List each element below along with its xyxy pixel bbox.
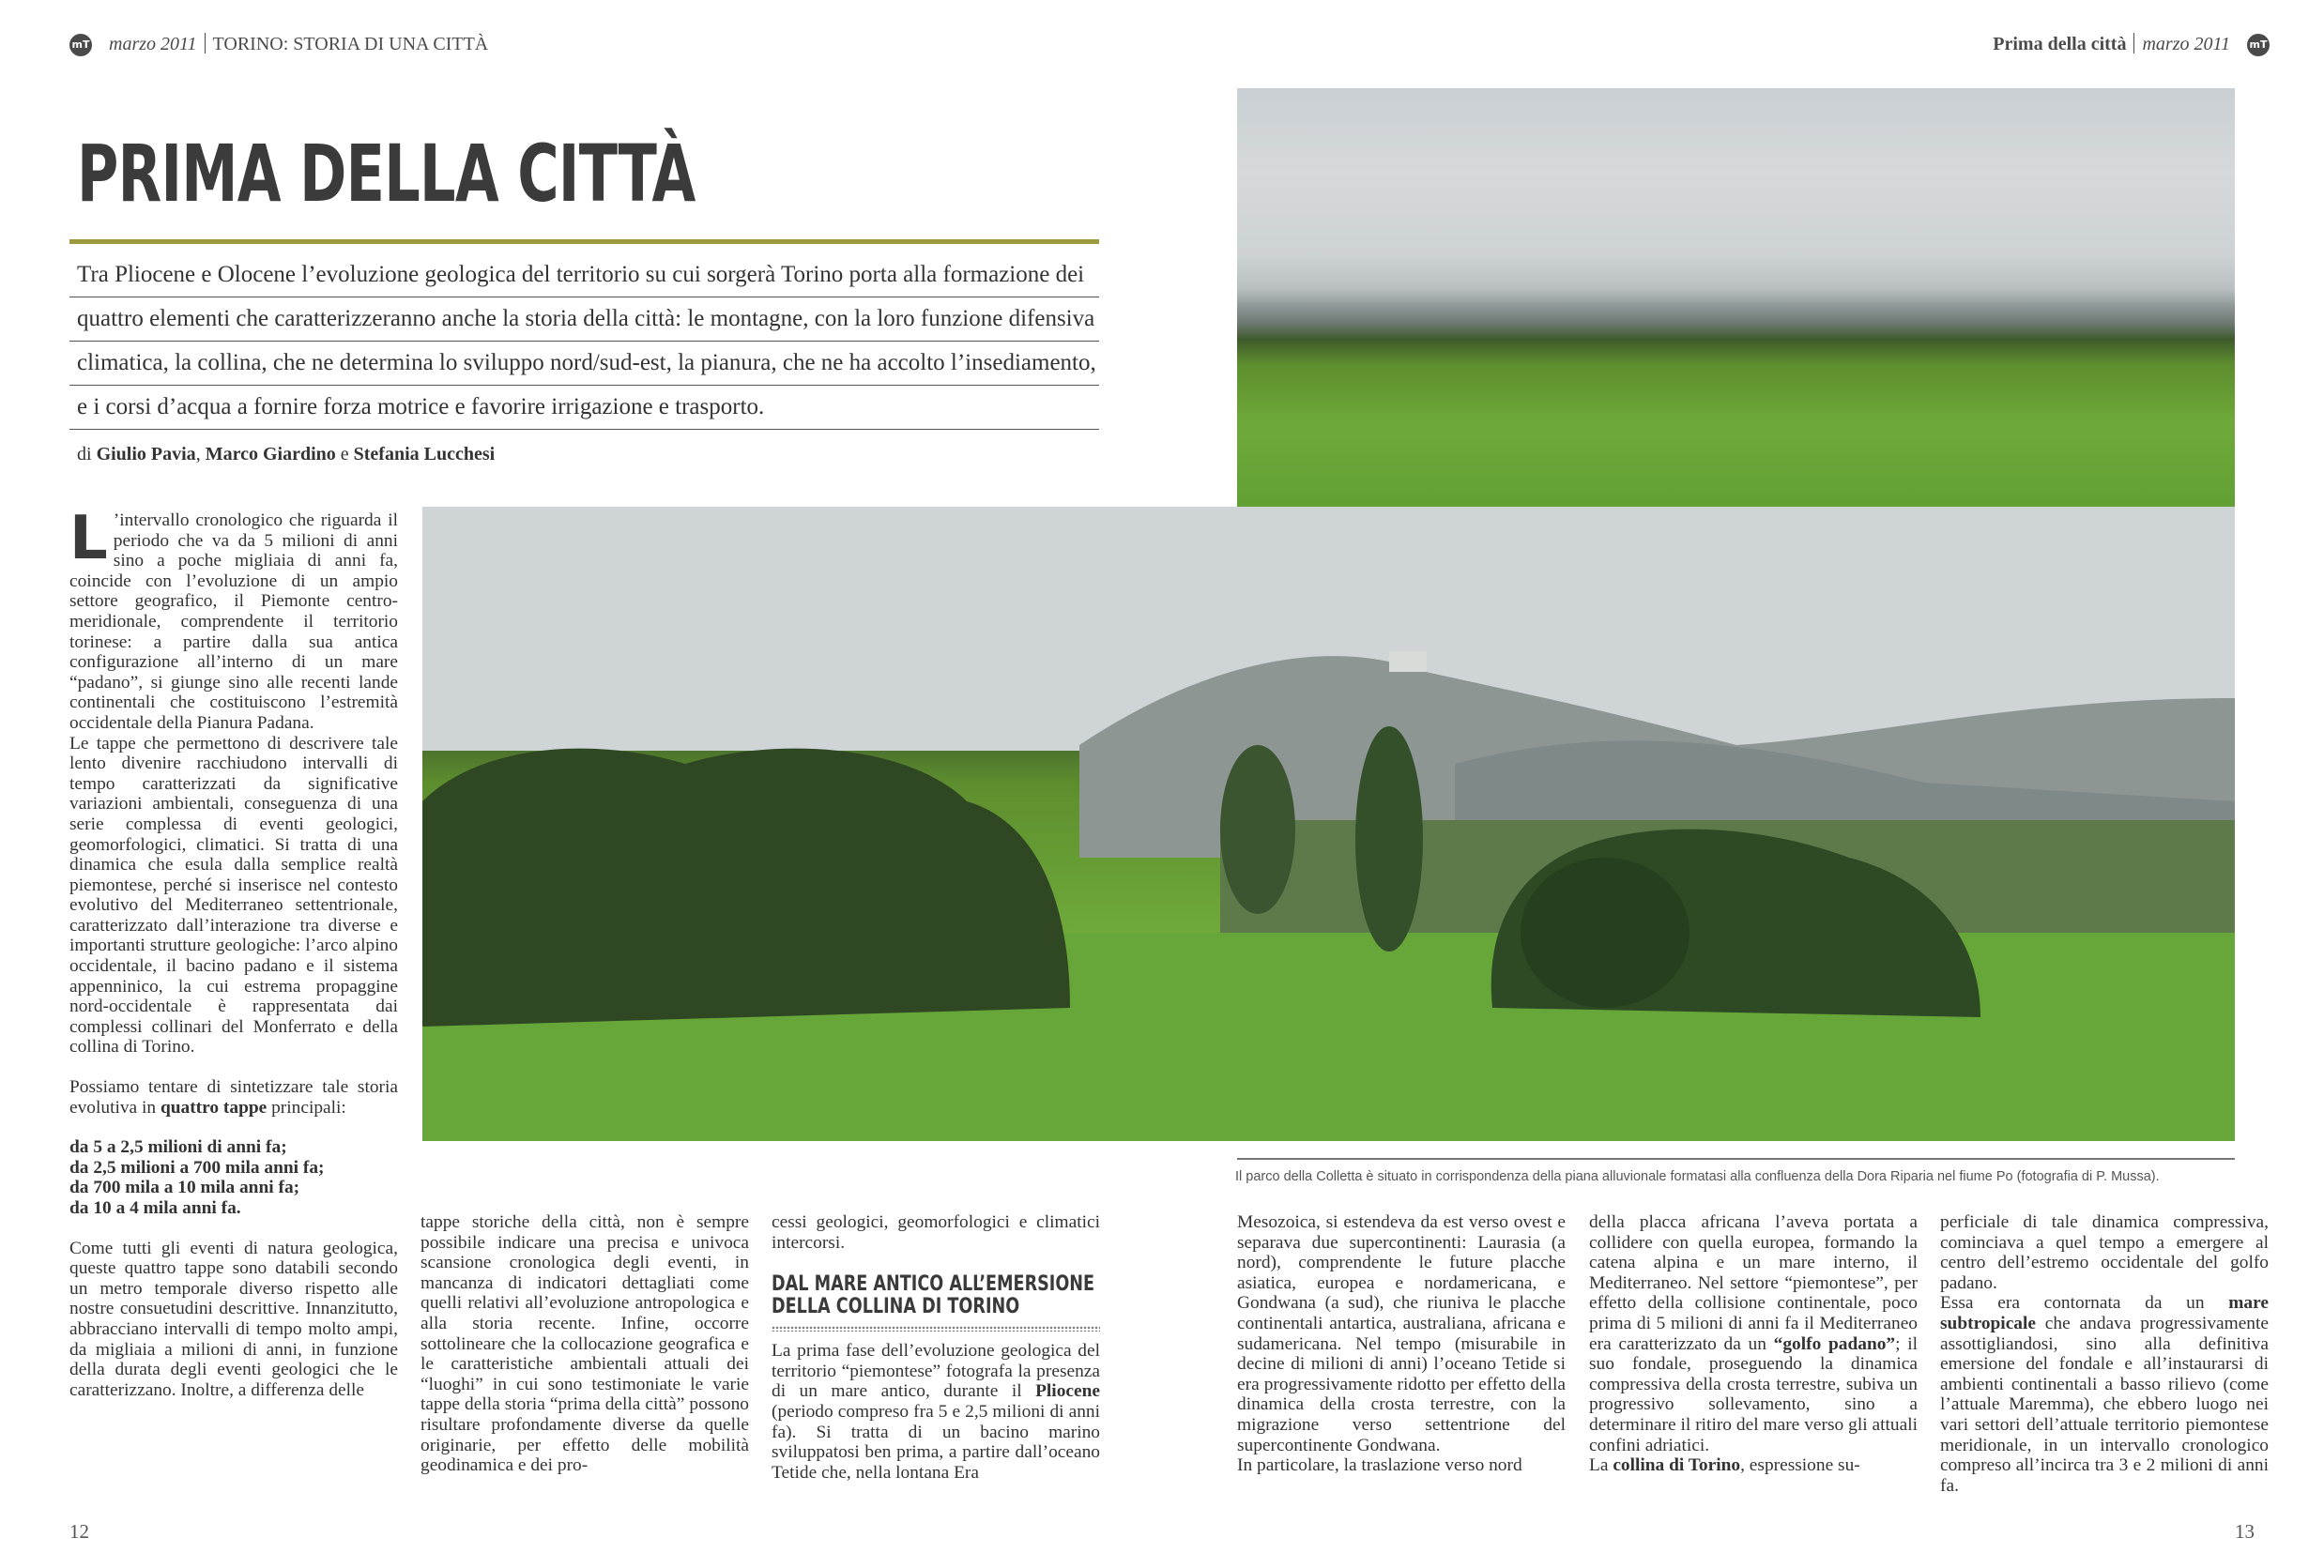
- stage-item: da 5 a 2,5 milioni di anni fa;: [69, 1137, 287, 1158]
- landscape-photo-lower: [422, 507, 2235, 1141]
- text-column-2: [420, 1212, 749, 1476]
- author-name: Marco Giardino: [205, 444, 336, 464]
- lead-line: climatica, la collina, che ne determina lo sviluppo nord/sud-est, la pianura, che ne ha accolto l’insediamento,: [69, 342, 1099, 386]
- photo-caption: Il parco della Colletta è situato in corrispondenza della piana alluvionale formatasi alla confluenza della Dora Riparia nel fiume Po (fotografia di P. Mussa).: [1235, 1169, 2160, 1184]
- section-subhead: DAL MARE ANTICO ALL’EMERSIONE: [772, 1272, 1095, 1297]
- magazine-logo-icon: mT: [2247, 34, 2270, 56]
- text-column-4: [1237, 1212, 1566, 1476]
- lead-line: Tra Pliocene e Olocene l’evoluzione geologica del territorio su cui sorgerà Torino porta alla formazione dei: [69, 253, 1099, 297]
- header-date: marzo 2011: [109, 34, 197, 54]
- lead-line: e i corsi d’acqua a fornire forza motrice e favorire irrigazione e trasporto.: [69, 386, 1099, 430]
- author-name: Giulio Pavia: [96, 444, 196, 464]
- paragraph: della placca africana l’aveva portata a collidere con quella europea, formando la catena alpina e un mare interno, il Mediterraneo. Nel settore “piemontese”, per effetto della collisione continentale, poco prima di 5 milioni di anni fa il Mediterraneo era caratterizzato da un “golfo padano”; il suo fondale, proseguendo la dinamica compressiva della crosta terrestre, subiva un progressivo sollevamento, sino a determinare il ritiro del mare verso gli attuali confini adriatici.: [1589, 1212, 1919, 1455]
- paragraph: Come tutti gli eventi di natura geologica, queste quattro tappe sono databili secondo un metro temporale diverso rispetto alle nostre consuetudini descrittive. Innanzitutto, abbracciano intervalli di tempo molto ampi, da migliaia a milioni di anni, in funzione della durata degli eventi geologici che le caratterizzano. Inoltre, a differenza delle: [69, 1238, 398, 1400]
- paragraph: perficiale di tale dinamica compressiva, cominciava a quel tempo a emergere al centro dell’estremo occidentale del golfo padano.: [1940, 1212, 2269, 1293]
- paragraph: Possiamo tentare di sintetizzare tale storia evolutiva in quattro tappe principali:: [69, 1077, 398, 1118]
- header-right: [1993, 33, 2230, 55]
- dotted-rule: [772, 1326, 1100, 1332]
- text-column-5: [1589, 1212, 1918, 1476]
- header-section: Prima della città: [1993, 34, 2127, 54]
- paragraph: In particolare, la traslazione verso nord: [1237, 1455, 1522, 1476]
- paragraph: tappe storiche della città, non è sempre possibile indicare una precisa e univoca scansione cronologica degli eventi, in mancanza di indicatori dettagliati come quelli relativi all’evoluzione antropologica e alla storia recente. Infine, occorre sottolineare che la collocazione geografica e le caratteristiche ambientali attuali dei “luoghi” in cui sono testimoniate le varie tappe della storia “prima della città” possono risultare profondamente diverse da quelle originarie, per effetto delle mobilità geodinamica e dei pro-: [420, 1212, 749, 1476]
- lead-line: quattro elementi che caratterizzeranno anche la storia della città: le montagne, con la loro funzione difensiva: [69, 297, 1099, 342]
- lead-paragraph: [69, 253, 1099, 430]
- section-subhead: DELLA COLLINA DI TORINO: [772, 1295, 1020, 1319]
- drop-cap: L: [69, 504, 108, 573]
- article-title: PRIMA DELLA CITTÀ: [77, 128, 696, 220]
- byline: di Giulio Pavia, Marco Giardino e Stefania Lucchesi: [77, 444, 496, 464]
- paragraph: cessi geologici, geomorfologici e climatici intercorsi.: [772, 1212, 1100, 1253]
- title-rule: [69, 239, 1099, 244]
- landscape-photo: [1237, 88, 2235, 507]
- author-name: Stefania Lucchesi: [353, 444, 496, 464]
- stage-item: da 2,5 milioni a 700 mila anni fa;: [69, 1157, 325, 1178]
- byline-prefix: di: [77, 444, 92, 464]
- page-number-right: 13: [2235, 1520, 2255, 1543]
- photo-scene: [422, 507, 2235, 723]
- header-left: [109, 33, 488, 55]
- paragraph: La collina di Torino, espressione su-: [1589, 1455, 1860, 1476]
- text-column-3: [772, 1212, 1100, 1483]
- paragraph: ’intervallo cronologico che riguarda il periodo che va da 5 milioni di anni sino a poche migliaia di anni fa, coincide con l’evoluzione di un ampio settore geografico, il Piemonte centro-meridionale, comprendente il territorio torinese: a partire dalla sua antica configurazione all’interno di un mare “padano”, si giunge sino alle recenti lande continentali che costituiscono l’estremità occidentale della Pianura Padana.: [69, 510, 398, 733]
- paragraph: Mesozoica, si estendeva da est verso ovest e separava due supercontinenti: Laurasia (a nord), comprendente le future placche asiatica, europea e nordamericana, e Gondwana (a sud), che riuniva le placche continentali antartica, australiana, africana e sudamericana. Nel tempo (misurabile in decine di milioni di anni) l’oceano Tetide si era progressivamente ridotto per effetto della dinamica della crosta terrestre, con la migrazione verso settentrione del supercontinente Gondwana.: [1237, 1212, 1566, 1455]
- text-column-1: [69, 504, 398, 1400]
- header-section: TORINO: STORIA DI UNA CITTÀ: [212, 34, 489, 54]
- header-date: marzo 2011: [2142, 34, 2230, 54]
- magazine-logo-icon: mT: [69, 34, 92, 56]
- byline-conj: e: [340, 444, 349, 464]
- paragraph: La prima fase dell’evoluzione geologica del territorio “piemontese” fotografa la presenza di un mare antico, durante il Pliocene (periodo compreso fra 5 e 2,5 milioni di anni fa). Si tratta di un bacino marino sviluppatosi ben prima, a partire dall’oceano Tetide che, nella lontana Era: [772, 1341, 1100, 1483]
- stages-list: [69, 1137, 398, 1218]
- stage-item: da 10 a 4 mila anni fa.: [69, 1198, 241, 1218]
- caption-rule: [1237, 1158, 2235, 1160]
- page-number-left: 12: [69, 1520, 89, 1543]
- paragraph: Essa era contornata da un mare subtropicale che andava progressivamente assottigliandosi, sino alla definitiva emersione del fondale e all’instaurarsi di ambienti continentali a basso rilievo (come l’attuale Maremma), che ebbero luogo nei vari settori dell’attuale territorio piemontese meridionale, in un intervallo cronologico compreso all’incirca tra 3 e 2 milioni di anni fa.: [1940, 1293, 2269, 1496]
- text-column-6: [1940, 1212, 2269, 1496]
- stage-item: da 700 mila a 10 mila anni fa;: [69, 1178, 300, 1198]
- photo-cutout: [1098, 1141, 2235, 1160]
- paragraph: Le tappe che permettono di descrivere tale lento divenire racchiudono intervalli di tempo caratterizzati da significative variazioni ambientali, conseguenza di una serie complessa di eventi geologici, geomorfologici, climatici. Si tratta di una dinamica che esula dalla semplice realtà piemontese, perché si inserisce nel contesto evolutivo del Mediterraneo settentrionale, caratterizzato dall’interazione tra diverse e importanti strutture geologiche: l’arco alpino occidentale, il bacino padano e il sistema appenninico, la cui estrema propaggine nord-occidentale è rappresentata dai complessi collinari del Monferrato e della collina di Torino.: [69, 733, 398, 1058]
